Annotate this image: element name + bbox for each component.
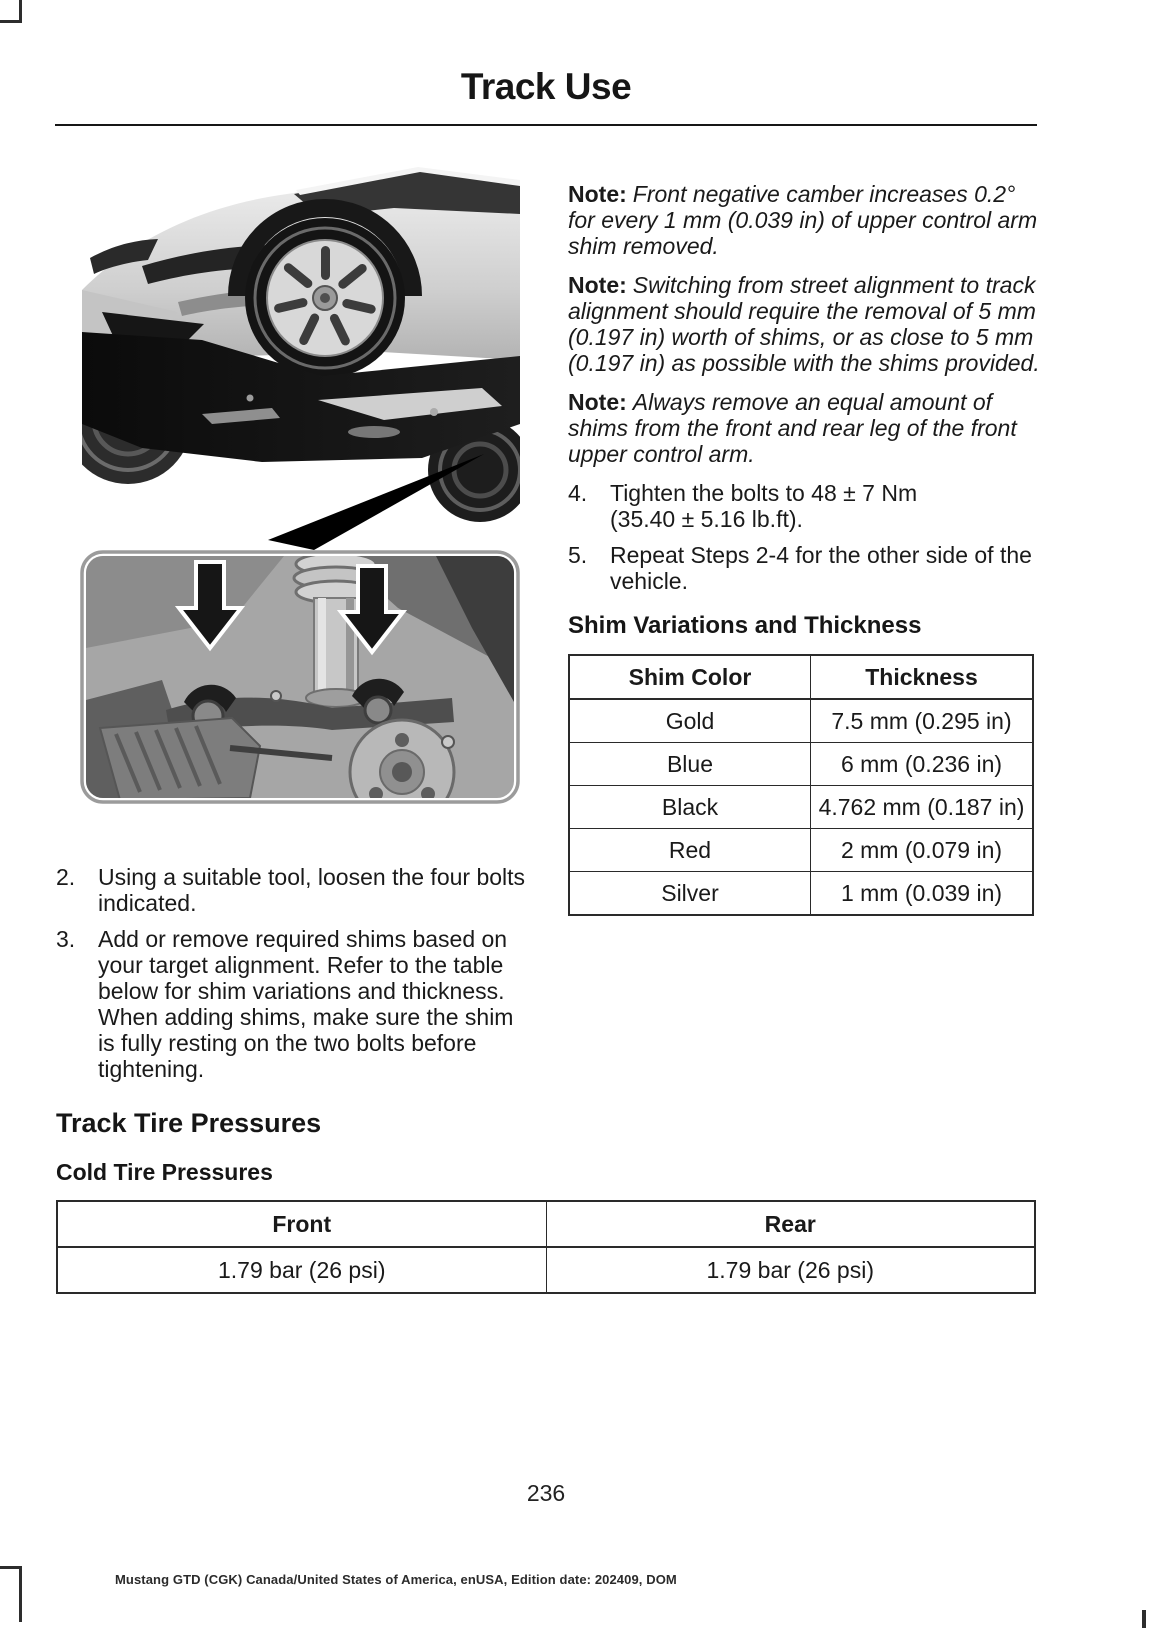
note-text: Front negative camber increases 0.2° for every 1 mm (0.039 in) of upper control arm shim removed. [568,181,1038,259]
note-text: Always remove an equal amount of shims from the front and rear leg of the front upper control arm. [568,389,1017,467]
table-row [57,1247,1035,1293]
thickness-cell: 1 mm (0.039 in) [811,872,1034,916]
section-heading-track-tire-pressures: Track Tire Pressures [56,1108,322,1138]
step-text: Using a suitable tool, loosen the four bolts indicated. [98,864,526,916]
table-row [569,699,1033,743]
footer-edition-line: Mustang GTD (CGK) Canada/United States of America, enUSA, Edition date: 202409, DOM [115,1572,677,1587]
cold-tire-pressures-table [56,1200,1036,1294]
step-number: 2. [56,864,76,890]
step-number: 4. [568,480,588,506]
table-row [569,786,1033,829]
step-4 [568,480,1040,532]
step-5 [568,542,1040,594]
column-header-thickness: Thickness [811,655,1034,699]
column-header-rear: Rear [546,1201,1035,1247]
page-title: Track Use [460,66,632,107]
shim-color-cell: Gold [569,699,811,743]
shim-variations-table [568,654,1034,916]
thickness-cell: 2 mm (0.079 in) [811,829,1034,872]
column-header-front: Front [57,1201,546,1247]
front-pressure-cell: 1.79 bar (26 psi) [57,1247,546,1293]
title-divider [55,124,1037,126]
thickness-cell: 7.5 mm (0.295 in) [811,699,1034,743]
step-text: Repeat Steps 2-4 for the other side of the vehicle. [610,542,1032,594]
note-camber [568,181,1040,259]
shim-color-cell: Black [569,786,811,829]
table-row [569,872,1033,916]
note-text: Switching from street alignment to track alignment should require the removal of 5 mm (0.197 in) worth of shims, or as close to 5 mm (0.197 in) as possible with the shims provided. [568,272,1040,376]
step-3 [56,926,526,1082]
note-equal-shims [568,389,1040,467]
note-label: Note: [568,181,627,207]
table-header-row [57,1201,1035,1247]
rear-pressure-cell: 1.79 bar (26 psi) [546,1247,1035,1293]
shim-color-cell: Red [569,829,811,872]
right-column [568,181,1040,916]
shim-color-cell: Silver [569,872,811,916]
left-column-steps [56,864,526,1186]
subsection-heading-cold-tire-pressures: Cold Tire Pressures [56,1159,273,1185]
note-label: Note: [568,272,627,298]
step-text: Add or remove required shims based on your target alignment. Refer to the table below for shim variations and thickness. When adding shims, make sure the shim is fully resting on the two bolts before tightening. [98,926,514,1082]
note-label: Note: [568,389,627,415]
figure-upper-control-arm-bolts [80,550,520,804]
thickness-cell: 6 mm (0.236 in) [811,743,1034,786]
note-alignment-shims [568,272,1040,376]
thickness-cell: 4.762 mm (0.187 in) [811,786,1034,829]
finned-bracket [100,718,260,800]
shim-table-heading: Shim Variations and Thickness [568,612,922,639]
column-header-shim-color: Shim Color [569,655,811,699]
figure-car-front-suspension-overview [82,162,520,550]
table-row [569,743,1033,786]
crop-mark-bottom-right [1142,1610,1146,1628]
table-header-row [569,655,1033,699]
page-number: 236 [526,1480,566,1506]
step-2 [56,864,526,916]
shim-color-cell: Blue [569,743,811,786]
crop-mark-top-left-h [0,20,22,23]
front-wheel [245,218,405,378]
step-text: Tighten the bolts to 48 ± 7 Nm (35.40 ± 5.16 lb.ft). [610,480,918,532]
step-number: 3. [56,926,76,952]
step-number: 5. [568,542,588,568]
crop-mark-bottom-left-v [19,1566,22,1622]
table-row [569,829,1033,872]
